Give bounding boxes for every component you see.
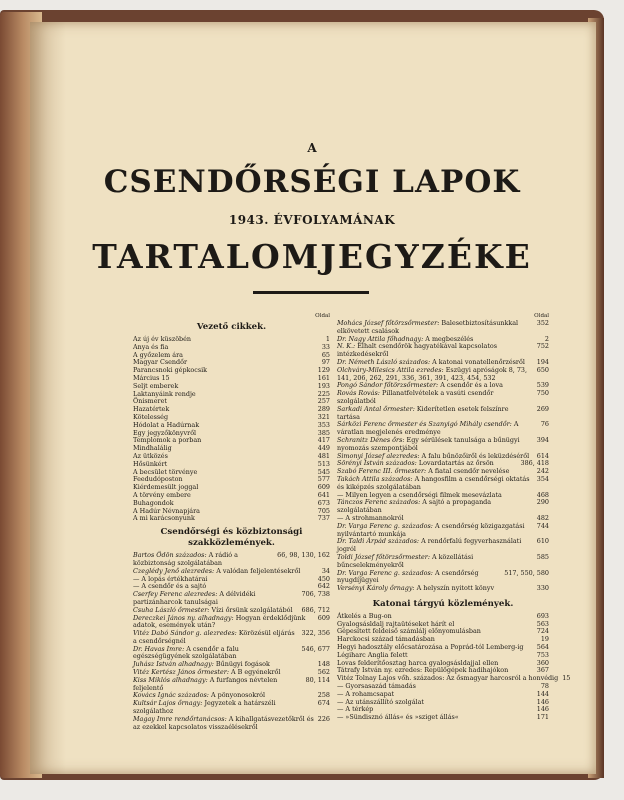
toc-entry-title: A valódan feljelentésekről (216, 566, 301, 575)
toc-entry-page: 564 (536, 643, 549, 652)
toc-entry-page: 686, 712 (301, 605, 330, 614)
right-column (337, 313, 571, 722)
toc-entry-page: 468 (536, 490, 549, 499)
toc-entry-title: A helyszín nyitott könyv (416, 584, 495, 593)
page-column-label: Oldal (315, 313, 330, 319)
toc-entry-page: 674 (317, 699, 330, 708)
toc-entry-author: Dr. Havas Imre: (133, 644, 187, 653)
toc-entry-author: Juhász István alhadnagy: (133, 660, 216, 669)
toc-entry-title: Egy sérülések tanulsága a bűnügyi nyomozás szempontjából (337, 435, 520, 452)
toc-entry-author: Pongó Sándor főtörzsőrmester: (337, 381, 441, 390)
toc-entry-title: — A lopás értékhatárai (133, 574, 208, 583)
toc-entry-page: 650 (536, 365, 549, 374)
toc-article-entry (337, 320, 549, 336)
toc-entry-page: 517, 550, 580 (504, 568, 549, 577)
section-heading-articles: Csendőrségi és közbiztonsági szakközlemények. (160, 527, 303, 549)
toc-entry-page: 641 (317, 490, 330, 499)
toc-entry-author: Dereczkei János ny. alhadnagy: (133, 613, 236, 622)
title-rule (253, 291, 369, 294)
toc-article-entry (337, 343, 549, 359)
toc-entry-title: A közellátási bűncselekményekről (337, 552, 474, 569)
toc-entry-page: 330 (536, 584, 549, 593)
toc-entry-title: A fiatal csendőr nevelése (428, 467, 510, 476)
toc-entry-title: Kiderítetlen esetek felszínre tartása (337, 404, 509, 421)
toc-entry-title: A rendőrfalú fegyverhasználati jogról (337, 537, 522, 554)
toc-entry-page: 258 (317, 691, 330, 700)
toc-entry-page: 257 (317, 397, 330, 406)
toc-entry-title: — Az utánszállító szolgálat (337, 697, 424, 706)
toc-entry-page: 148 (317, 660, 330, 669)
toc-entry-page: 577 (317, 475, 330, 484)
toc-entry-page: 449 (317, 444, 330, 453)
toc-entry-page: 744 (536, 521, 549, 530)
toc-entry-title: Pillanatfelvételek a vasúti csendőr szolgálatból (337, 389, 494, 405)
toc-entry-title: A B egyénekről (231, 668, 281, 677)
toc-entry-page: 193 (317, 381, 330, 390)
toc-entry-title: — A csendőr és a sajtó (133, 582, 207, 591)
toc-entry-author: Dr. Varga Ferenc g. százados: (337, 568, 435, 577)
toc-article-entry (133, 591, 330, 607)
toc-entry-page: 513 (317, 459, 330, 468)
toc-entry-author: Cserfey Ferenc alezredes: (133, 590, 220, 599)
toc-entry-title: Lovas felderítőosztag harca gyalogsásldajjal ellen (337, 658, 499, 667)
toc-entry-title: Az új év küszöbén (133, 335, 192, 343)
toc-entry-page: 2 (544, 334, 549, 343)
toc-entry-title: A kihallgatásvezetőkről és az ezekkel kapcsolatos visszaélésekről (133, 714, 314, 731)
toc-entry-author: Vitéz Kertész János őrmester: (133, 668, 232, 677)
toc-entry-author: Kovács Ignác százados: (133, 691, 211, 700)
toc-entry-title: Eszügyi apróságok 8, 73, 141, 206, 262, 291, 336, 361, 391, 423, 454, 532 (337, 365, 527, 382)
section-heading-military: Katonai tárgyú közlemények. (372, 598, 514, 609)
toc-entry-title: Harckocsi század támadásban (337, 635, 435, 644)
toc-entry-page: 417 (317, 436, 330, 445)
toc-entry-title: Mindhalálig (133, 444, 172, 453)
toc-article-entry (337, 538, 549, 554)
toc-entry-author: Tánczos Ferenc százados: (337, 498, 423, 507)
toc-entry-page: 33 (321, 342, 330, 351)
toc-entry-author: Rovás Rovás: (337, 389, 382, 398)
toc-entry-page: 706, 738 (301, 590, 330, 599)
toc-entry-page: 15 (562, 674, 571, 683)
toc-entry-author: Sarkadi Antal őrmester: (337, 404, 417, 413)
toc-entry-page: 161 (317, 373, 330, 382)
toc-entry-title: Az ütközés (133, 451, 168, 460)
toc-entry-page: 65 (321, 350, 330, 359)
toc-article-entry (337, 585, 549, 593)
toc-entry-title: Hősünkért (133, 459, 168, 468)
toc-entry-title: Balesetbiztosításunkkal elkövetett csalások (337, 319, 519, 335)
toc-entry-title: A furfangos névtelen feljelentő (133, 675, 278, 692)
toc-article-entry (133, 646, 330, 662)
toc-entry-title: Bűnügyi fogások (215, 660, 270, 669)
toc-entry-title: — »Sündisznó állás« és »sziget állás« (337, 713, 459, 722)
toc-entry-author: Bartos Ödön százados: (133, 551, 209, 560)
toc-entry-page: 693 (536, 611, 549, 620)
toc-entry-page: 269 (536, 404, 549, 413)
toc-entry-title: Elhalt csendőrök hagyatékával kapcsolatos intézkedésekről (337, 342, 498, 359)
toc-entry-title: Buhagondok (133, 498, 174, 507)
toc-entry-page: 609 (317, 613, 330, 622)
toc-article-entry (337, 476, 549, 492)
toc-entry-title: Hegyi hadosztály előcsatározása a Poprád-tól Lemberg-ig (337, 643, 524, 652)
toc-entry-page: 737 (317, 514, 330, 523)
toc-entry-page: 290 (536, 498, 549, 507)
toc-entry-page: 171 (536, 713, 549, 722)
toc-entry-title: — Gyorsasazád támadás (337, 682, 416, 691)
toc-entry-author: Dr. Varga Ferenc g. százados: (337, 521, 435, 530)
toc-entry-title: Gyalogsásldalj rajtaütéseket hárít el (337, 619, 455, 628)
toc-entry-title: Átkelés a Bug-on (337, 611, 392, 620)
toc-entry-page: 352 (536, 319, 549, 327)
toc-entry-page: 194 (536, 357, 549, 366)
toc-article-entry (337, 390, 549, 406)
toc-entry-author: Kultsár Lajos őrnagy: (133, 699, 205, 708)
toc-entry-title: A falu bűnözőiről és leküzdéséről (421, 451, 530, 460)
toc-entry-title: A délvidéki partizánharcok tanulságai (133, 590, 256, 606)
toc-entry-title: Parancsnoki gépkocsik (133, 366, 208, 375)
toc-entry-author: Olchváry-Milesics Attila ezredes: (337, 365, 446, 374)
volume-subtitle: 1943. ÉVFOLYAMÁNAK (228, 213, 396, 227)
toc-entry (337, 714, 549, 722)
toc-entry-title: Seljt emberek (133, 381, 179, 390)
section-heading-leaders: Vezető cikkek. (196, 322, 267, 332)
toc-entry-title: A rádió a közbiztonság szolgálatában (133, 551, 238, 567)
toc-entry-page: 752 (536, 342, 549, 351)
left-column (133, 313, 330, 731)
toc-entry-author: Czeglédy Jenő alezredes: (133, 566, 217, 575)
toc-entry-title: A váratlan megjelenés eredménye (337, 420, 519, 437)
toc-entry-title: A csendőr a falu egészségügyének szolgálatában (133, 644, 239, 661)
toc-entry-page: 66, 98, 130, 162 (277, 551, 330, 560)
toc-article-entry (337, 570, 549, 586)
toc-entry-title: Hogyan érdeklődjünk adatok, események után? (133, 613, 306, 630)
toc-entry-page: 129 (317, 366, 330, 375)
magazine-title: CSENDŐRSÉGI LAPOK (103, 164, 521, 200)
toc-article-entry (133, 700, 330, 716)
toc-entry-page: 321 (317, 412, 330, 421)
toc-entry-page: 34 (321, 566, 330, 575)
toc-entry-page: 353 (317, 420, 330, 429)
title-article: A (307, 141, 317, 155)
toc-entry-page: 360 (536, 658, 549, 667)
toc-entry-title: — A térkép (337, 705, 374, 714)
toc-entry-title: Körözésül eljárás a csendőrségnél (133, 629, 295, 645)
toc-entry-title: A becsület törvénye (133, 467, 198, 476)
leaders-list (133, 336, 330, 523)
toc-entry-page: 226 (317, 714, 330, 723)
toc-entry-page: 394 (536, 435, 549, 444)
toc-entry-page: 562 (317, 668, 330, 677)
toc-entry-page: 19 (540, 635, 549, 644)
toc-entry-title: Tátrafy István ny. ezredes: Repülőgépek hadihajókon (337, 666, 509, 675)
toc-entry-author: Sárközi Ferenc őrmester és Szanyigó Mihály csendőr: (337, 420, 514, 429)
toc-entry-page: 322, 356 (301, 629, 330, 638)
toc-entry-title: Lovardatartás az őrsön (418, 459, 494, 468)
toc-entry-page: 585 (536, 552, 549, 561)
toc-entry-title: Hazatértek (133, 405, 170, 414)
toc-entry-author: Dr. Nagy Attila főhadnagy: (337, 334, 426, 343)
toc-article-entry (337, 437, 549, 453)
toc-entry-title: Feedudóposton (133, 475, 183, 484)
toc-entry-title: — Milyen legyen a csendőrségi filmek mesevázlata (337, 490, 502, 499)
toc-entry-page: 225 (317, 389, 330, 398)
toc-entry-author: Schranitz Dénes őrs: (337, 435, 407, 444)
toc-entry-page: 354 (536, 474, 549, 483)
toc-entry-title: A csendőrség közigazgatási nyilvántartó munkája (337, 521, 525, 538)
toc-article-entry (337, 499, 549, 515)
toc-entry-page: 289 (317, 405, 330, 414)
toc-entry-title: Vitéz Tolnay Lajos vőh. százados: Az ősmagyar harcosról a honvédig (337, 674, 559, 683)
toc-entry-author: Dr. Taldi Árpád százados: (337, 537, 422, 546)
toc-article-entry (133, 677, 330, 693)
toc-entry-title: — A rohamcsapat (337, 689, 395, 698)
toc-entry-page: 753 (536, 650, 549, 659)
toc-entry-author: Sörényi István százados: (337, 459, 419, 468)
toc-entry-page: 146 (536, 697, 549, 706)
toc-entry-page: 450 (317, 574, 330, 583)
toc-entry-page: 97 (321, 358, 330, 367)
toc-entry-page: 1 (325, 335, 330, 343)
toc-entry-author: Takách Attila százados: (337, 474, 415, 483)
toc-entry-author: Versényi Károly őrnagy: (337, 584, 417, 593)
toc-entry-author: Magay Imre rendőrtanácsos: (133, 714, 229, 723)
military-list (337, 611, 571, 722)
toc-article-entry (337, 554, 549, 570)
toc-entry (133, 515, 330, 523)
toc-entry-page: 385 (317, 428, 330, 437)
articles-list-right (337, 320, 549, 593)
toc-entry-title: Légiharc Anglia felett (337, 650, 408, 659)
toc-entry-title: A csendőr és a lova (440, 381, 503, 390)
toc-entry-title: Hódolat a Hadúrnak (133, 420, 200, 429)
toc-entry-page: 76 (540, 420, 549, 429)
toc-entry-page: 386, 418 (520, 459, 549, 468)
toc-entry-page: 614 (536, 451, 549, 460)
toc-entry-title: A megbeszélés (425, 334, 474, 343)
toc-entry-title: A hangosfilm a csendőrségi oktatás és kiképzés szolgálatában (337, 474, 530, 491)
toc-article-entry (337, 523, 549, 539)
toc-entry-author: Toldi József főtörzsőrmester: (337, 552, 433, 561)
toc-entry-page: 750 (536, 389, 549, 398)
toc-entry-page: 610 (536, 537, 549, 546)
toc-entry-page: 642 (317, 582, 330, 591)
toc-entry-title: — A strohmannokról (337, 513, 404, 522)
toc-entry-page: 367 (536, 666, 549, 675)
toc-entry-page: 705 (317, 506, 330, 515)
toc-entry-author: Simonyi József alezredes: (337, 451, 422, 460)
toc-article-entry (133, 716, 330, 732)
toc-entry-title: Templomok a porban (133, 436, 202, 445)
toc-entry-page: 539 (536, 381, 549, 390)
toc-entry-title: Magyar Csendőr (133, 358, 188, 367)
toc-entry-title: Egy jegyzőkönyvről (133, 428, 197, 437)
toc-entry-page: 146 (536, 705, 549, 714)
articles-list-left (133, 552, 330, 731)
toc-entry-page: 545 (317, 467, 330, 476)
toc-article-entry (133, 615, 330, 631)
toc-entry-title: Kiérdemesült joggal (133, 483, 199, 492)
toc-entry-title: Vízi őrsünk szolgálatából (211, 605, 293, 614)
toc-article-entry (337, 421, 549, 437)
toc-entry-author: N. K.: (337, 342, 358, 351)
toc-entry-author: Kiss Miklós alhadnagy: (133, 675, 210, 684)
toc-entry-title: Önismeret (133, 397, 167, 406)
toc-entry-title: A csendőrség nyugdíjügyei (337, 568, 479, 585)
toc-entry-page: 563 (536, 619, 549, 628)
toc-entry-title: A győzelem ára (133, 350, 183, 359)
toc-entry-page: 481 (317, 451, 330, 460)
toc-entry-title: A sajtó a propaganda szolgálatában (337, 498, 492, 515)
toc-entry-title: A Hadúr Névnapjára (133, 506, 200, 515)
toc-entry-page: 144 (536, 689, 549, 698)
toc-entry-author: Dr. Németh László százados: (337, 357, 433, 366)
toc-entry-title: A törvény embere (133, 490, 191, 499)
toc-entry-author: Vitéz Dabó Sándor g. alezredes: (133, 629, 239, 638)
toc-entry-title: Laktanyáink rendje (133, 389, 196, 398)
toc-entry-author: Szabó Ferenc III. őrmester: (337, 467, 429, 476)
toc-entry-page: 242 (536, 467, 549, 476)
toc-entry-title: Anya és fia (133, 342, 169, 351)
toc-entry-title: A katonai vonatellenőrzésről (432, 357, 525, 366)
toc-entry-page: 609 (317, 483, 330, 492)
toc-entry-page: 724 (536, 627, 549, 636)
toc-heading: TARTALOMJEGYZÉKE (92, 237, 532, 276)
toc-entry-page: 673 (317, 498, 330, 507)
page-gutter-shadow (30, 22, 66, 774)
toc-article-entry (133, 552, 330, 568)
toc-entry-title: A pönyonosokról (210, 691, 266, 700)
toc-entry-title: A mi karácsonyunk (133, 514, 195, 523)
toc-entry-title: Március 15 (133, 373, 170, 382)
toc-entry-title: Jegyzetek a határszéli szolgálathoz (133, 699, 276, 716)
toc-entry-page: 482 (536, 513, 549, 522)
toc-entry-title: Gépesített feldeiső számlálj előnyomulásban (337, 627, 481, 636)
toc-entry-page: 78 (540, 682, 549, 691)
page-column-label-right: Oldal (534, 313, 549, 319)
toc-entry-page: 546, 677 (301, 644, 330, 653)
toc-entry-title: Kötelesség (133, 412, 169, 421)
toc-entry-author: Mohács József főtörzsőrmester: (337, 319, 442, 327)
toc-entry-author: Csuha László őrmester: (133, 605, 212, 614)
toc-entry-page: 80, 114 (305, 675, 330, 684)
toc-article-entry (133, 630, 330, 646)
